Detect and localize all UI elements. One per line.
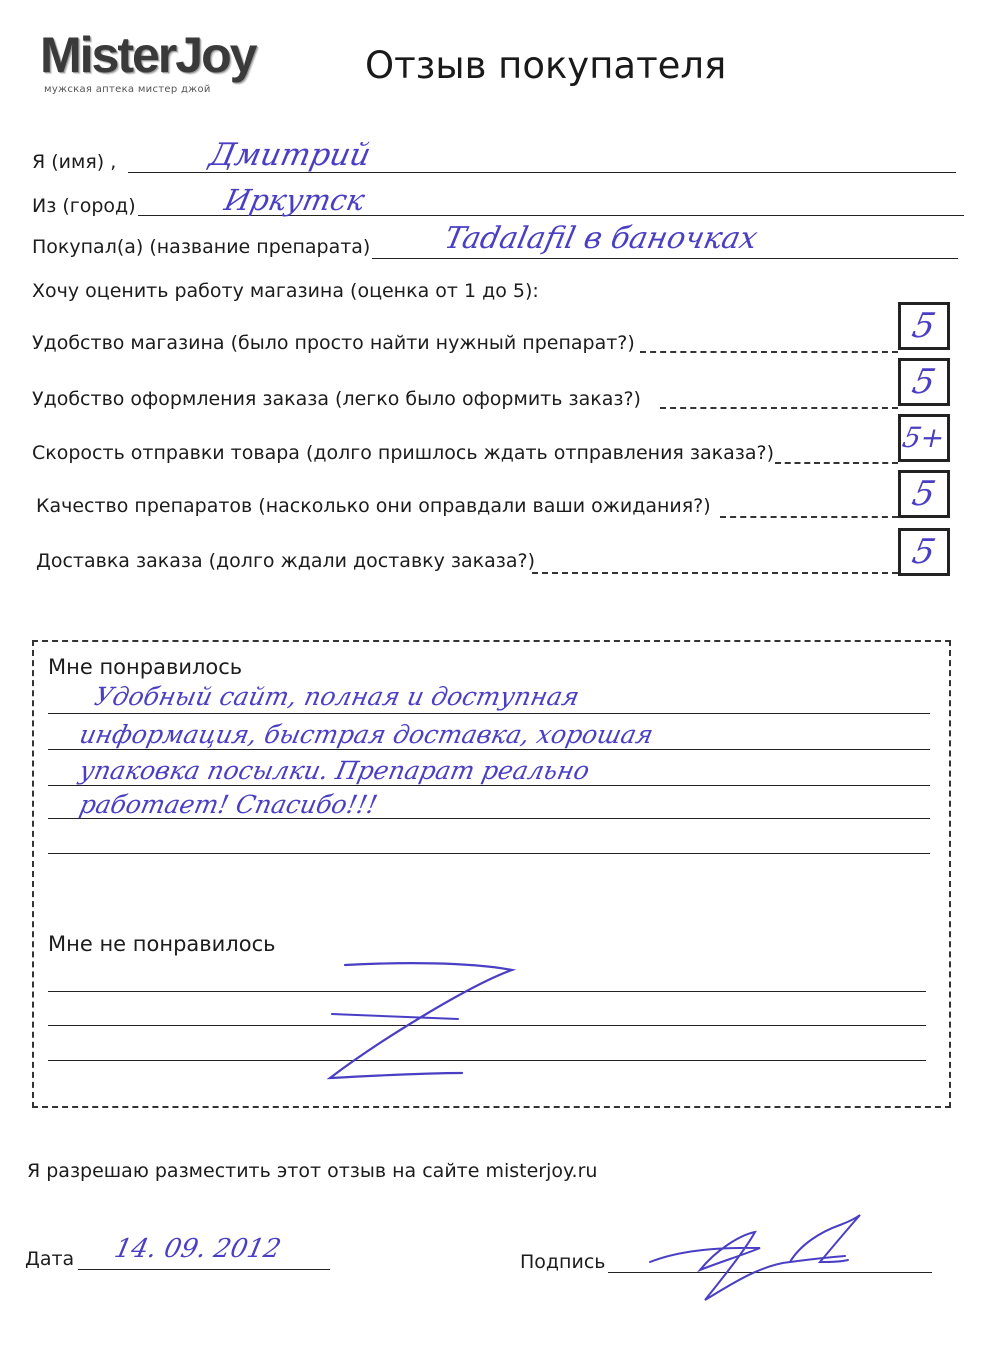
name-label: Я (имя) , bbox=[32, 151, 117, 173]
city-label: Из (город) bbox=[32, 195, 136, 217]
rating-intro: Хочу оценить работу магазина (оценка от 1 до 5): bbox=[32, 280, 539, 302]
consent-text: Я разрешаю разместить этот отзыв на сайте misterjoy.ru bbox=[27, 1160, 598, 1182]
rating-score: 5 bbox=[908, 306, 940, 346]
rating-label-quality: Качество препаратов (насколько они оправдали ваши ожидания?) bbox=[36, 495, 711, 517]
liked-text-line[interactable]: упаковка посылки. Препарат реально bbox=[76, 756, 593, 785]
rating-label-dispatch: Скорость отправки товара (долго пришлось ждать отправления заказа?) bbox=[32, 442, 774, 464]
rating-score: 5 bbox=[908, 532, 940, 572]
product-value[interactable]: Tadalafil в баночках bbox=[441, 221, 761, 256]
page-title: Отзыв покупателя bbox=[365, 44, 727, 87]
signature-label: Подпись bbox=[520, 1251, 606, 1273]
name-value[interactable]: Дмитрий bbox=[206, 137, 374, 173]
date-label: Дата bbox=[25, 1248, 75, 1270]
disliked-heading: Мне не понравилось bbox=[48, 932, 276, 956]
rating-label-order: Удобство оформления заказа (легко было оформить заказ?) bbox=[32, 388, 641, 410]
rating-score: 5 bbox=[908, 362, 940, 402]
logo-tagline: мужская аптека мистер джой bbox=[44, 84, 211, 95]
rating-score: 5 bbox=[908, 474, 940, 514]
city-value[interactable]: Иркутск bbox=[221, 183, 368, 217]
rating-score: 5+ bbox=[899, 421, 949, 454]
rating-label-store: Удобство магазина (было просто найти нужный препарат?) bbox=[32, 332, 635, 354]
liked-text-line[interactable]: информация, быстрая доставка, хорошая bbox=[76, 720, 656, 749]
liked-text-line[interactable]: работает! Спасибо!!! bbox=[76, 790, 381, 819]
product-label: Покупал(а) (название препарата) bbox=[32, 236, 371, 258]
logo: MisterJoy bbox=[40, 27, 256, 83]
liked-text-line[interactable]: Удобный сайт, полная и доступная bbox=[91, 682, 582, 711]
liked-heading: Мне понравилось bbox=[48, 655, 243, 679]
date-value[interactable]: 14. 09. 2012 bbox=[111, 1234, 284, 1264]
rating-label-delivery: Доставка заказа (долго ждали доставку заказа?) bbox=[36, 550, 536, 572]
